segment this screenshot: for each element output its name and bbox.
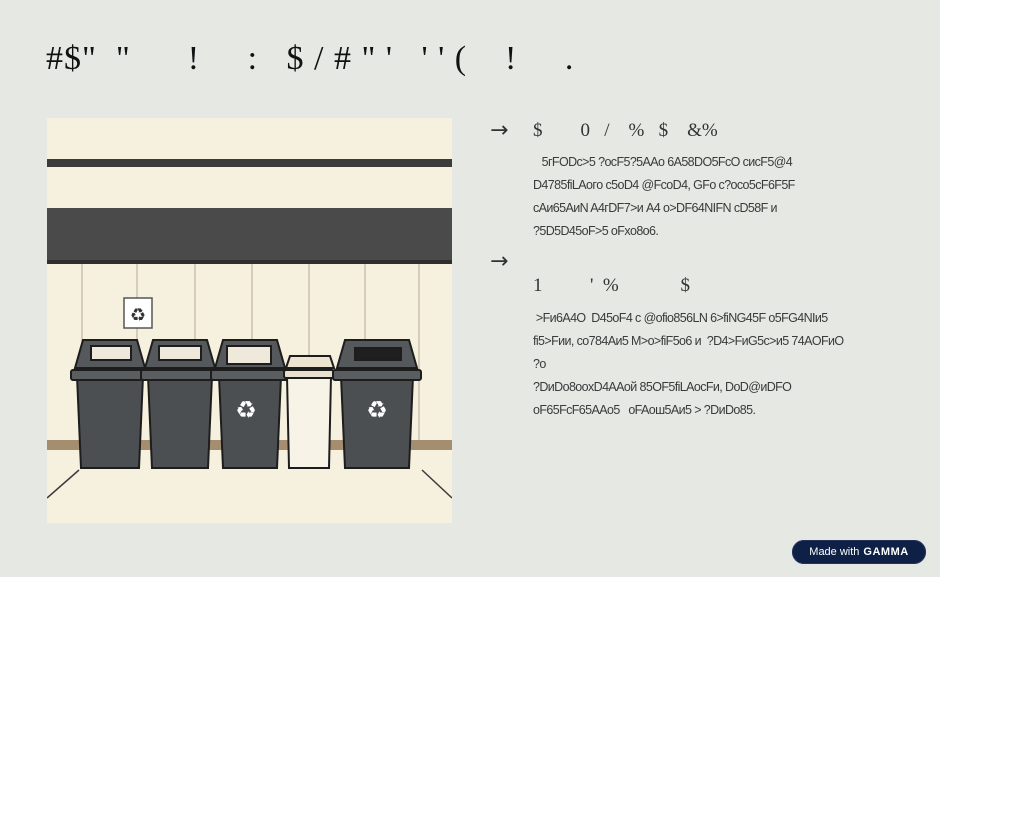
bullet-arrow-icon: → xyxy=(490,118,509,143)
point-line: fi5>Fии, co784Aи5 M>o>fiF5o6 и ?D4>FиG5c>и5 74AOFиO xyxy=(533,334,844,348)
bullet-arrow-icon: → xyxy=(490,249,509,274)
point-text xyxy=(533,151,893,243)
point-line: 5гFODс>5 ?ocF5?5AAo 6A58DO5FcO cисF5@4 xyxy=(533,155,793,169)
point-line: oF65FcF65AAo5 oFAoш5Aи5 > ?DиDo85. xyxy=(533,403,756,417)
bin-recycle-icon: ♻ xyxy=(235,397,257,424)
point-line: cAи65AиN A4гDF7>и A4 o>DF64NIFN cD58F и xyxy=(533,201,777,215)
point-line: D4785fiLAoгo c5oD4 @FcoD4, GFo c?oco5cF6F5F xyxy=(533,178,795,192)
point-line: ?5D5D45oF>5 oFxo8o6. xyxy=(533,224,659,238)
point-text xyxy=(533,307,893,422)
made-with-gamma-badge[interactable] xyxy=(792,540,926,564)
recycle-sign-icon: ♻ xyxy=(129,305,147,325)
recycling-bins-illustration xyxy=(47,118,452,523)
badge-prefix: Made with xyxy=(809,546,860,558)
point-line: ?DиDo8ooxD4AAoй 85OF5fiLAocFи, DoD@иDFO xyxy=(533,380,792,394)
bin-recycle-icon: ♻ xyxy=(366,397,388,424)
point-line: ?o xyxy=(533,357,546,371)
point-heading: 1 ' % $ xyxy=(533,275,691,296)
gamma-logo: GAMMA xyxy=(863,546,909,558)
slide-title: #$" " ! : $ / # " ' ' ' ( ! . xyxy=(46,40,575,77)
point-line: >Fи6A4O D45oF4 c @ofio856LN 6>fiNG45F o5FG4NIи5 xyxy=(533,311,828,325)
point-heading: $ 0 / % $ &% xyxy=(533,120,718,141)
